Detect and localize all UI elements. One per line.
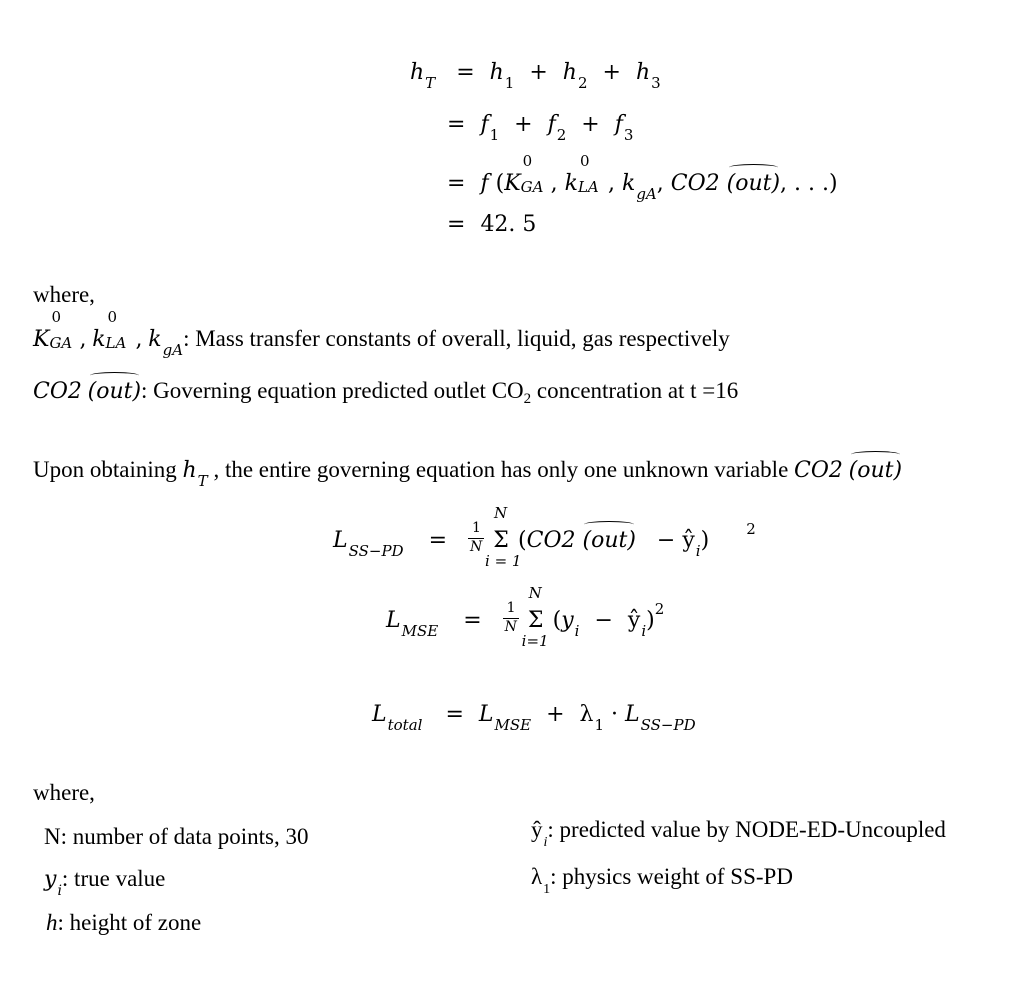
superscript-0: 0 bbox=[522, 152, 533, 170]
equals-sign: = bbox=[456, 60, 475, 85]
symbol-K: K bbox=[504, 171, 521, 196]
open-paren: ( bbox=[518, 528, 527, 553]
symbol-h3: h bbox=[635, 60, 651, 85]
subscript-i: i bbox=[543, 835, 548, 850]
summation bbox=[485, 504, 522, 570]
comma: , bbox=[656, 171, 664, 196]
symbol-f3: f bbox=[614, 112, 623, 137]
subscript-1: 1 bbox=[504, 74, 515, 92]
subscript-2: 2 bbox=[556, 126, 567, 144]
close-paren: ) bbox=[700, 528, 710, 553]
symbol-L: L bbox=[478, 702, 494, 727]
symbol-lambda: λ bbox=[531, 864, 543, 889]
symbol-k: k bbox=[148, 327, 162, 352]
symbol-y: y bbox=[44, 867, 57, 892]
exponent-2: 2 bbox=[746, 520, 756, 538]
subscript-3: 3 bbox=[651, 74, 661, 92]
sum-upper-limit: N bbox=[494, 504, 508, 522]
symbol-k: k bbox=[92, 327, 106, 352]
subscript-i: i bbox=[695, 542, 701, 560]
sigma: Σ bbox=[493, 528, 509, 553]
paragraph-upon-obtaining bbox=[33, 457, 903, 490]
definition-text: : Governing equation predicted outlet CO bbox=[141, 378, 524, 403]
sub-sup-GA bbox=[520, 152, 551, 196]
subscript-ss-pd: SS−PD bbox=[348, 542, 404, 560]
sub-sup-LA bbox=[577, 152, 608, 196]
definition-n bbox=[44, 824, 308, 850]
where-label-2: where, bbox=[33, 780, 95, 805]
plus-sign: + bbox=[546, 702, 565, 727]
definition-text: : height of zone bbox=[57, 910, 202, 935]
definition-y-hat bbox=[531, 817, 946, 850]
symbol-L: L bbox=[625, 702, 640, 727]
symbol-y: y bbox=[561, 608, 574, 633]
symbol-L: L bbox=[386, 608, 401, 633]
plus-sign: + bbox=[581, 112, 600, 137]
comma: , bbox=[550, 171, 558, 196]
superscript-0: 0 bbox=[107, 308, 118, 326]
subscript-i: i bbox=[57, 883, 62, 899]
symbol-y-hat: ŷ bbox=[682, 528, 695, 553]
equals-sign: = bbox=[447, 112, 466, 137]
fraction-1-over-n bbox=[503, 600, 519, 635]
subscript-i: i bbox=[641, 622, 647, 640]
comma: , bbox=[607, 171, 615, 196]
superscript-0: 0 bbox=[51, 308, 61, 326]
comma: , bbox=[79, 327, 87, 352]
hat-out: (out) bbox=[582, 528, 636, 553]
plus-sign: + bbox=[602, 60, 621, 85]
definition-y-i bbox=[44, 866, 166, 899]
subscript-1: 1 bbox=[489, 126, 500, 144]
symbol-lambda: λ bbox=[579, 702, 594, 727]
plus-sign: + bbox=[514, 112, 533, 137]
symbol-h: h bbox=[46, 910, 58, 935]
equals-sign: = bbox=[445, 702, 464, 727]
hat-out: (out) bbox=[726, 171, 781, 196]
definition-co2-out bbox=[33, 378, 739, 407]
open-paren: ( bbox=[495, 171, 505, 196]
definition-lambda bbox=[531, 864, 793, 897]
symbol-h2: h bbox=[562, 60, 577, 85]
symbol-y-hat: ŷ bbox=[531, 817, 543, 842]
ellipsis: , . . .) bbox=[780, 171, 838, 196]
subscript-2: 2 bbox=[577, 74, 588, 92]
subscript-LA: LA bbox=[105, 334, 127, 352]
symbol-h1: h bbox=[489, 60, 504, 85]
symbol-h: h bbox=[410, 60, 425, 85]
equation-ht-line-4 bbox=[447, 212, 536, 237]
equation-ht-line-1 bbox=[410, 60, 661, 92]
open-paren: ( bbox=[552, 608, 562, 633]
definition-h bbox=[46, 910, 201, 936]
subscript-mse: MSE bbox=[401, 622, 439, 640]
subscript-LA: LA bbox=[577, 178, 599, 196]
subscript-2: 2 bbox=[523, 391, 532, 407]
subscript-ss-pd: SS−PD bbox=[640, 716, 696, 734]
symbol-f2: f bbox=[547, 112, 556, 137]
sub-sup-GA bbox=[49, 308, 79, 352]
ht-value: 42. 5 bbox=[480, 212, 537, 237]
subscript-GA: GA bbox=[49, 334, 73, 352]
plus-sign: + bbox=[529, 60, 548, 85]
symbol-co2: CO2 bbox=[33, 379, 82, 404]
subscript-1: 1 bbox=[543, 882, 551, 897]
equals-sign: = bbox=[463, 608, 482, 633]
fraction-1-over-n bbox=[468, 520, 484, 555]
minus-sign: − bbox=[594, 608, 613, 633]
equals-sign: = bbox=[447, 212, 466, 237]
symbol-co2: CO2 bbox=[794, 458, 843, 483]
symbol-y-hat: ŷ bbox=[627, 608, 641, 633]
symbol-f1: f bbox=[480, 112, 489, 137]
minus-sign: − bbox=[656, 528, 676, 553]
symbol-K: K bbox=[33, 327, 50, 352]
equation-loss-total bbox=[372, 702, 696, 734]
sum-lower-limit: i=1 bbox=[521, 632, 549, 650]
paragraph-text: , the entire governing equation has only one unknown variable bbox=[207, 457, 795, 482]
numerator: 1 bbox=[472, 520, 481, 536]
subscript-gA: gA bbox=[636, 185, 657, 203]
definition-text: : Mass transfer constants of overall, liquid, gas respectively bbox=[183, 326, 730, 351]
subscript-GA: GA bbox=[520, 178, 544, 196]
subscript-1: 1 bbox=[594, 716, 605, 734]
denominator: N bbox=[504, 619, 517, 635]
definition-mass-transfer bbox=[33, 308, 730, 359]
equation-loss-mse bbox=[386, 584, 665, 650]
definition-text: N: number of data points, 30 bbox=[44, 824, 309, 849]
subscript-mse: MSE bbox=[494, 716, 532, 734]
symbol-k: k bbox=[564, 171, 578, 196]
exponent-2: 2 bbox=[654, 600, 665, 618]
subscript-T: T bbox=[425, 74, 436, 92]
symbol-L: L bbox=[372, 702, 387, 727]
definition-text: : predicted value by NODE-ED-Uncoupled bbox=[547, 817, 946, 842]
sum-lower-limit: i = 1 bbox=[485, 552, 522, 570]
close-paren: ) bbox=[646, 608, 655, 633]
subscript-gA: gA bbox=[162, 341, 184, 359]
equals-sign: = bbox=[428, 528, 448, 553]
equation-ht-line-3 bbox=[447, 152, 838, 203]
hat-out: (out) bbox=[87, 379, 142, 404]
definition-text: : physics weight of SS-PD bbox=[550, 864, 793, 889]
paragraph-text: Upon obtaining bbox=[33, 457, 183, 482]
symbol-co2: CO2 bbox=[670, 171, 720, 196]
subscript-total: total bbox=[387, 716, 423, 734]
equals-sign: = bbox=[447, 171, 466, 196]
definition-text-post: concentration at t =16 bbox=[531, 378, 739, 403]
subscript-i: i bbox=[574, 622, 580, 640]
symbol-L: L bbox=[333, 528, 348, 553]
denominator: N bbox=[470, 539, 483, 555]
subscript-T: T bbox=[197, 472, 208, 490]
sub-sup-LA bbox=[105, 308, 136, 352]
definition-text: : true value bbox=[61, 866, 166, 891]
sigma: Σ bbox=[527, 608, 544, 633]
symbol-k: k bbox=[621, 171, 636, 196]
symbol-h: h bbox=[182, 458, 197, 483]
hat-out: (out) bbox=[848, 458, 903, 483]
numerator: 1 bbox=[506, 600, 516, 616]
equation-ht-line-2 bbox=[447, 112, 634, 144]
superscript-0: 0 bbox=[579, 152, 590, 170]
comma: , bbox=[135, 327, 143, 352]
dot-operator: · bbox=[611, 702, 619, 727]
sum-upper-limit: N bbox=[528, 584, 542, 602]
symbol-co2: CO2 bbox=[526, 528, 583, 553]
symbol-f: f bbox=[480, 171, 489, 196]
subscript-3: 3 bbox=[623, 126, 634, 144]
where-label-1: where, bbox=[33, 282, 95, 307]
equation-loss-ss-pd bbox=[333, 504, 756, 570]
summation bbox=[521, 584, 549, 650]
